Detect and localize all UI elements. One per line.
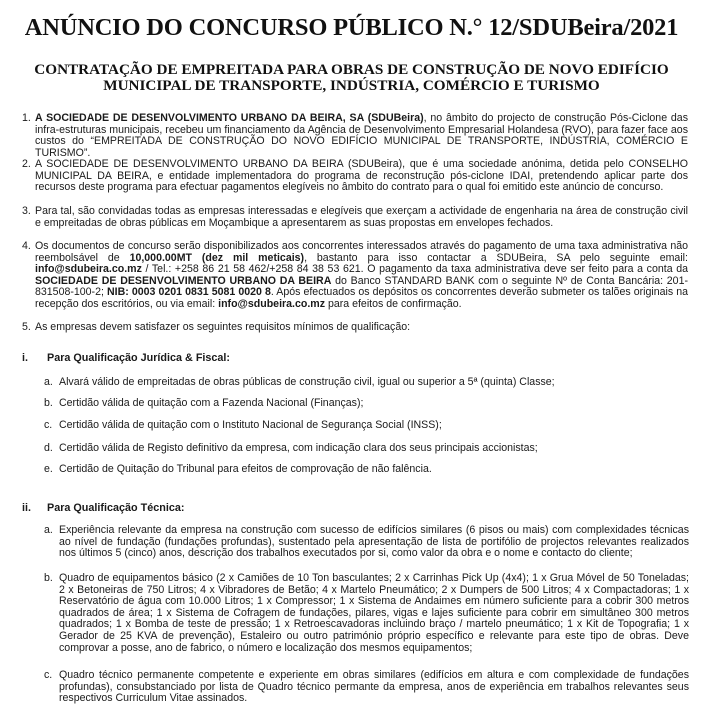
page-subtitle (30, 62, 673, 94)
list-letter: d. (44, 442, 53, 454)
confirmation-email: info@sdubeira.co.mz (218, 297, 325, 310)
paragraph-4-text: / Tel.: +258 86 21 58 462/+258 84 38 53 621. O pagamento da taxa administrativa deve ser feito para a conta da (141, 263, 688, 276)
list-letter: b. (44, 572, 53, 584)
paragraph-4-text: . Após efectuados os depósitos os concorrentes deverão submeter os talões originais na recepção dos escritórios, ou via email: (35, 286, 688, 310)
paragraph-4-text: Os documentos de concurso serão disponibilizados aos concorrentes interessados através do pagamento de uma taxa administrativa não reembolsável de (35, 240, 688, 264)
paragraph-4-text: do Banco STANDARD BANK com o seguinte Nº de Conta Bancária: 201-831508-100-2; (35, 274, 688, 299)
paragraph-3: Para tal, são convidadas todas as empresas interessadas e elegíveis que exerçam a actividade de engenharia na área de construção civil e empreitadas de obras públicas em Moçambique a apresentarem as suas propostas em envelopes fechados. (35, 205, 688, 229)
paragraph-4-text: , bastanto para isso contactar a SDUBeira, SA pelo seguinte email: (304, 251, 688, 264)
list-item: Certidão válida de quitação com a Fazenda Nacional (Finanças); (59, 397, 364, 409)
list-letter: e. (44, 463, 53, 475)
list-item: Quadro técnico permanente competente e experiente em obras similares (edifícios em altura e com complexidade de fundações profundas), consubstanciado por lista de Quadro técnico permante da empresa, anos de experiência em trabalhos relevantes seus respectivos Curriculum Vitae assinados. (59, 669, 689, 705)
item-number: 5. (22, 321, 31, 333)
list-item: Quadro de equipamentos básico (2 x Camiões de 10 Ton basculantes; 2 x Carrinhas Pick Up (4x4); 1 x Grua Móvel de 50 Toneladas; 2 x Betoneiras de 750 Litros; 4 x Vibradores de Betão; 4 x Martelo Pneumático; 2 x Dumpers de 500 Litros; 4 x Compactadoras; 1 x Reservatório de água com 10.000 Litros; 1 x Compressor; 1 x Sistema de Andaimes em número suficiente para a cobrir 300 metros quadrados de área; 1 x Sistema de Cofragem de fundações, pilares, vigas e lajes suficiente para cobrir em simultâneo 300 metros quadrados; 1 x Bomba de teste de pressão; 1 x Retroescavadoras incluindo braço / martelo pneumático; 1 x Kit de Topografia; 1 x Gerador de 25 KVA de prevenção), Estaleiro ou outro património próprio específico e relevante para este tipo de obras. Deve comprovar a posse, ano de fabrico, o número e localização dos mesmos equipamentos; (59, 572, 689, 654)
list-letter: a. (44, 524, 53, 536)
contact-email: info@sdubeira.co.mz (35, 263, 142, 276)
list-letter: c. (44, 669, 53, 681)
item-number: 2. (22, 158, 31, 170)
fee-amount: 10,000.00MT (dez mil meticais) (129, 251, 305, 264)
paragraph-4 (35, 241, 688, 311)
paragraph-1-text: , no âmbito do projecto de construção Pós-Ciclone das infra-estruturas municipais, recebeu um financiamento da Agência de Desenvolvimento Empresarial Holandesa (RVO), para fazer face aos custos do “EMPREITADA DE CONSTRUÇÃO DO NOVO EDIFÍCIO MUNICIPAL DE TRANSPORTE, INDÚSTRIA, COMÉRCIO E TURISMO”. (35, 112, 688, 159)
list-letter: b. (44, 397, 53, 409)
item-number: 4. (22, 240, 31, 252)
subtitle-line-2: MUNICIPAL DE TRANSPORTE, INDÚSTRIA, COMÉRCIO E TURISMO (103, 77, 600, 94)
item-number: 3. (22, 205, 31, 217)
list-item: Alvará válido de empreitadas de obras públicas de construção civil, igual ou superior a 5ª (quinta) Classe; (59, 376, 555, 388)
item-number: 1. (22, 112, 31, 124)
paragraph-4-text: para efeitos de confirmação. (325, 297, 462, 310)
list-letter: c. (44, 419, 53, 431)
list-item: Certidão válida de Registo definitivo da empresa, com indicação clara dos seus principais accionistas; (59, 442, 538, 454)
paragraph-5: As empresas devem satisfazer os seguintes requisitos mínimos de qualificação: (35, 321, 411, 333)
paragraph-1-lead: A SOCIEDADE DE DESENVOLVIMENTO URBANO DA BEIRA, SA (SDUBeira) (35, 112, 424, 124)
section-heading-legal: Para Qualificação Jurídica & Fiscal: (47, 352, 231, 364)
section-number: i. (22, 352, 28, 364)
list-item: Certidão de Quitação do Tribunal para efeitos de comprovação de não falência. (59, 463, 432, 475)
paragraph-2: A SOCIEDADE DE DESENVOLVIMENTO URBANO DA BEIRA (SDUBeira), que é uma sociedade anónima, detida pelo CONSELHO MUNICIPAL DA BEIRA, e entidade implementadora do programa de reconstrução pós-ciclone IDAI, pretendendo aplicar parte dos recursos deste programa para efectuar pagamentos elegíveis no âmbito do contrato para o qual foi emitido este anúncio de concurso. (35, 158, 688, 194)
account-holder: SOCIEDADE DE DESENVOLVIMENTO URBANO DA BEIRA (35, 274, 332, 287)
nib-number: NIB: 0003 0201 0831 5081 0020 8 (106, 286, 271, 299)
list-item: Experiência relevante da empresa na construção com sucesso de edifícios similares (6 pisos ou mais) com complexidades técnicas ao nível de fundação (fundações profundas), sustentado pela apresentação de lista de portifólio de projectos relevantes realizados nos últimos 5 (cinco) anos, descrição dos trabalhos executados por si, como valor da obra e o nome e contacto do cliente; (59, 524, 689, 560)
paragraph-1 (35, 113, 688, 159)
list-letter: a. (44, 376, 53, 388)
page-title: ANÚNCIO DO CONCURSO PÚBLICO N.° 12/SDUBeira/2021 (24, 14, 679, 41)
list-item: Certidão válida de quitação com o Instituto Nacional de Segurança Social (INSS); (59, 419, 442, 431)
subtitle-line-1: CONTRATAÇÃO DE EMPREITADA PARA OBRAS DE CONSTRUÇÃO DE NOVO EDIFÍCIO (34, 61, 669, 78)
section-number: ii. (22, 502, 31, 514)
section-heading-technical: Para Qualificação Técnica: (47, 502, 185, 514)
